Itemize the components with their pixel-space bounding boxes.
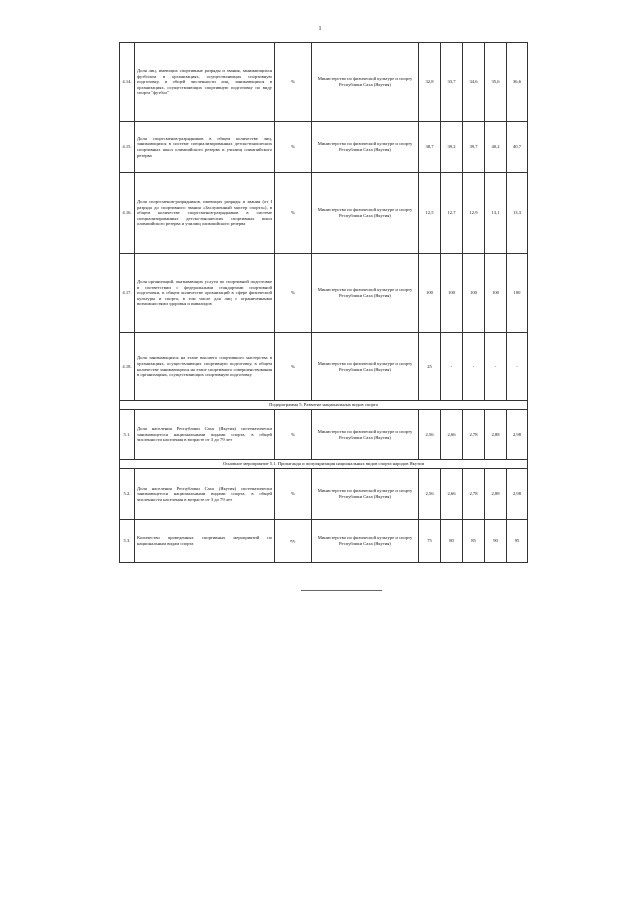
value-cell: 40,2 xyxy=(485,122,507,173)
indicator-description: Доля населения Республики Саха (Якутия) систематически занимающегося национальными видами спорта, в общей численности населения в возрасте от 3 до 79 лет xyxy=(135,469,275,520)
responsible-cell: Министерство по физической культуре и спорту Республики Саха (Якутия) xyxy=(312,43,419,122)
responsible-cell: Министерство по физической культуре и спорту Республики Саха (Якутия) xyxy=(312,410,419,460)
table-row xyxy=(120,410,528,460)
indicator-description: Доля спортсменов-разрядников, имеющих разряды и звания (от I разряда до спортивного звания «Заслуженный мастер спорта»), в общем количестве спортсменов-разрядников в системе специализированных детско-юношеских спортивных школ олимпийского резерва и училищ олимпийского резерва xyxy=(135,173,275,254)
value-cell: 95 xyxy=(507,520,528,563)
value-cell: 33,7 xyxy=(441,43,463,122)
value-cell: - xyxy=(507,333,528,401)
section-row xyxy=(120,401,528,410)
value-cell: 13,3 xyxy=(507,173,528,254)
indicator-description: Доля населения Республики Саха (Якутия) систематически занимающегося национальными видами спорта, в общей численности населения в возрасте от 3 до 79 лет xyxy=(135,410,275,460)
unit-cell: % xyxy=(275,173,312,254)
value-cell: 80 xyxy=(441,520,463,563)
value-cell: 13,1 xyxy=(485,173,507,254)
table-row xyxy=(120,469,528,520)
table-row xyxy=(120,173,528,254)
value-cell: 2,66 xyxy=(441,410,463,460)
value-cell: 100 xyxy=(507,254,528,333)
value-cell: 12,7 xyxy=(441,173,463,254)
unit-cell: ед. xyxy=(275,520,312,563)
responsible-cell: Министерство по физической культуре и спорту Республики Саха (Якутия) xyxy=(312,122,419,173)
section-row xyxy=(120,460,528,469)
value-cell: 2,56 xyxy=(419,410,441,460)
row-number: 5.3. xyxy=(120,520,135,563)
unit-cell: % xyxy=(275,410,312,460)
unit-cell: % xyxy=(275,469,312,520)
row-number: 4.14. xyxy=(120,43,135,122)
unit-cell: % xyxy=(275,43,312,122)
value-cell: 100 xyxy=(463,254,485,333)
value-cell: 36,6 xyxy=(507,43,528,122)
indicators-table xyxy=(119,42,528,563)
responsible-cell: Министерство по физической культуре и спорту Республики Саха (Якутия) xyxy=(312,333,419,401)
row-number: 4.15. xyxy=(120,122,135,173)
value-cell: 34,6 xyxy=(463,43,485,122)
row-number: 4.18. xyxy=(120,333,135,401)
unit-cell: % xyxy=(275,254,312,333)
value-cell: 100 xyxy=(485,254,507,333)
table-row xyxy=(120,520,528,563)
subprogram-heading: Подпрограмма 5. Развитие национальных видов спорта xyxy=(120,401,528,410)
value-cell: 40,7 xyxy=(507,122,528,173)
row-number: 4.17. xyxy=(120,254,135,333)
responsible-cell: Министерство по физической культуре и спорту Республики Саха (Якутия) xyxy=(312,173,419,254)
measure-heading: Основное мероприятие 5.1. Пропаганда и популяризация национальных видов спорта народов Якутии xyxy=(120,460,528,469)
table-row xyxy=(120,254,528,333)
page-number: 1 xyxy=(318,26,322,32)
responsible-cell: Министерство по физической культуре и спорту Республики Саха (Якутия) xyxy=(312,469,419,520)
value-cell: 2,88 xyxy=(485,410,507,460)
value-cell: 12,9 xyxy=(463,173,485,254)
value-cell: 2,78 xyxy=(463,410,485,460)
value-cell: 38,7 xyxy=(419,122,441,173)
indicator-description: Доля лиц, имеющих спортивные разряды и звания, занимающихся футболом в организациях, осуществляющих спортивную подготовку, в общей численности лиц, занимающихся в организациях, осуществляющих спортивную подготовку по виду спорта "футбол" xyxy=(135,43,275,122)
value-cell: 2,56 xyxy=(419,469,441,520)
value-cell: 2,78 xyxy=(463,469,485,520)
value-cell: 2,98 xyxy=(507,410,528,460)
value-cell: 75 xyxy=(419,520,441,563)
indicator-description: Доля спортсменов-разрядников в общем количестве лиц, занимающихся в системе специализированных детско-юношеских спортивных школ олимпийского резерва и училищ олимпийского резерва xyxy=(135,122,275,173)
value-cell: 35,6 xyxy=(485,43,507,122)
row-number: 5.1. xyxy=(120,410,135,460)
value-cell: 39,2 xyxy=(441,122,463,173)
value-cell: 2,98 xyxy=(507,469,528,520)
value-cell: 12,5 xyxy=(419,173,441,254)
table-row xyxy=(120,43,528,122)
value-cell: 90 xyxy=(485,520,507,563)
value-cell: 2,88 xyxy=(485,469,507,520)
value-cell: - xyxy=(485,333,507,401)
value-cell: 2,66 xyxy=(441,469,463,520)
value-cell: 100 xyxy=(441,254,463,333)
indicator-description: Доля организаций, оказывающих услуги по спортивной подготовке в соответствии с федеральными стандартами спортивной подготовки, в общем количестве организаций в сфере физической культуры и спорта, в том числе для лиц с ограниченными возможностями здоровья и инвалидов xyxy=(135,254,275,333)
value-cell: - xyxy=(463,333,485,401)
indicator-description: Доля занимающихся на этапе высшего спортивного мастерства в организациях, осуществляющих спортивную подготовку, в общем количестве занимающихся на этапе спортивного совершенствования в организациях, осуществляющих спортивную подготовку xyxy=(135,333,275,401)
value-cell: 85 xyxy=(463,520,485,563)
value-cell: 25 xyxy=(419,333,441,401)
value-cell: 32,8 xyxy=(419,43,441,122)
unit-cell: % xyxy=(275,122,312,173)
value-cell: 100 xyxy=(419,254,441,333)
value-cell: - xyxy=(441,333,463,401)
footer-divider xyxy=(301,590,382,591)
responsible-cell: Министерство по физической культуре и спорту Республики Саха (Якутия) xyxy=(312,520,419,563)
table-row xyxy=(120,333,528,401)
responsible-cell: Министерство по физической культуре и спорту Республики Саха (Якутия) xyxy=(312,254,419,333)
table-row xyxy=(120,122,528,173)
unit-cell: % xyxy=(275,333,312,401)
indicator-description: Количество проведенных спортивных мероприятий по национальным видам спорта xyxy=(135,520,275,563)
row-number: 4.16. xyxy=(120,173,135,254)
row-number: 5.2. xyxy=(120,469,135,520)
value-cell: 39,7 xyxy=(463,122,485,173)
